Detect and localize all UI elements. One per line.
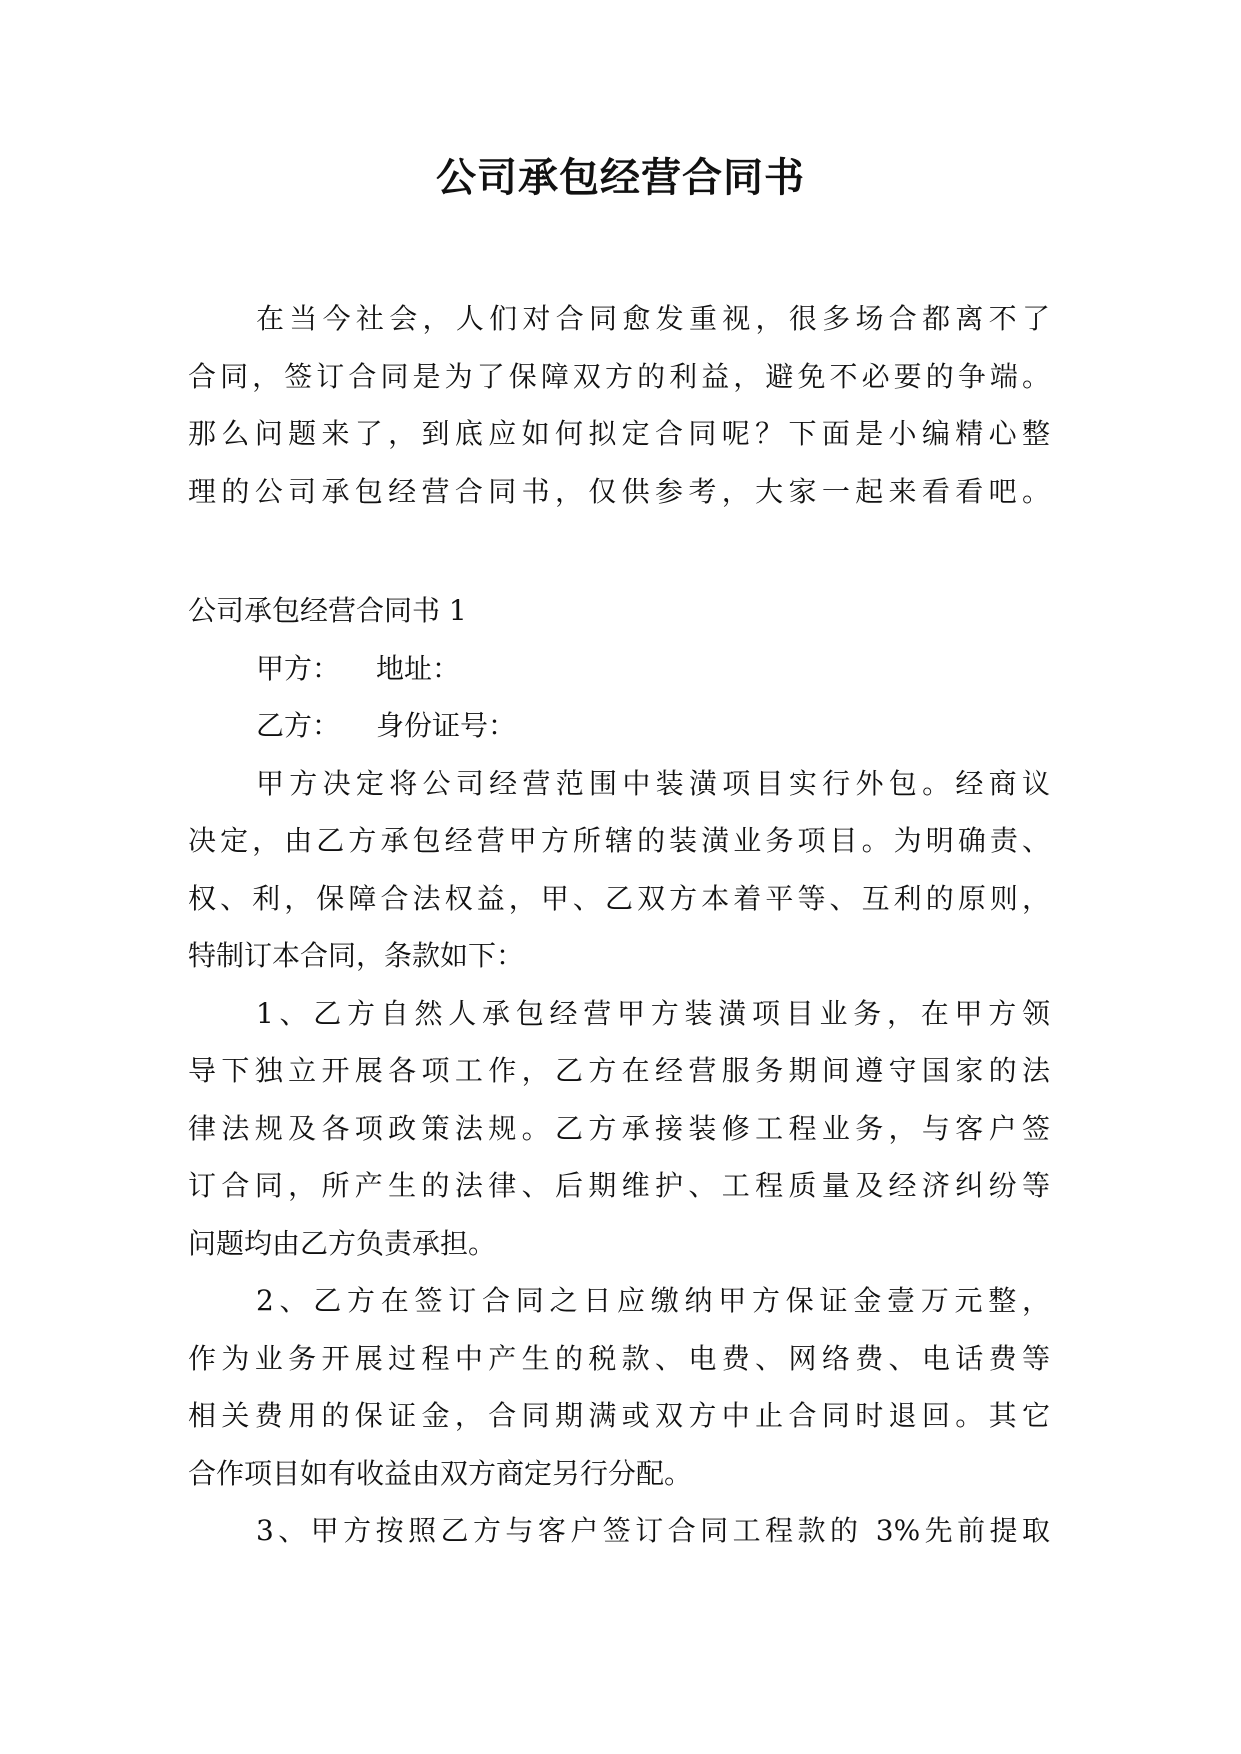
- document-title: 公司承包经营合同书: [436, 155, 805, 201]
- party-a-address-label: 地址：: [376, 651, 461, 685]
- text-line: 决定，由乙方承包经营甲方所辖的装潢业务项目。为明确责、: [188, 824, 1050, 857]
- text-line: 1、乙方自然人承包经营甲方装潢项目业务，在甲方领: [256, 996, 1050, 1030]
- text-line: 律法规及各项政策法规。乙方承接装修工程业务，与客户签: [188, 1111, 1050, 1145]
- clause-3-paragraph: [188, 1502, 1050, 1560]
- party-a-label: 甲方：: [256, 651, 341, 685]
- intro-paragraph: [188, 290, 1050, 520]
- text-line: 特制订本合同，条款如下：: [188, 939, 525, 972]
- text-line: 甲方决定将公司经营范围中装潢项目实行外包。经商议: [256, 766, 1050, 800]
- text-line: 导下独立开展各项工作，乙方在经营服务期间遵守国家的法: [188, 1054, 1050, 1087]
- text-line: 合作项目如有收益由双方商定另行分配。: [188, 1456, 693, 1490]
- party-b-label: 乙方：: [256, 709, 341, 742]
- clause-2-paragraph: [188, 1272, 1050, 1502]
- text-line: 3、甲方按照乙方与客户签订合同工程款的 3%先前提取: [256, 1514, 1050, 1547]
- text-line: 权、利，保障合法权益，甲、乙双方本着平等、互利的原则，: [188, 881, 1050, 915]
- text-line: 合同，签订合同是为了保障双方的利益，避免不必要的争端。: [188, 359, 1050, 393]
- preamble-paragraph: [188, 755, 1050, 985]
- text-line: 理的公司承包经营合同书，仅供参考，大家一起来看看吧。: [188, 474, 1050, 508]
- text-line: 订合同，所产生的法律、后期维护、工程质量及经济纠纷等: [188, 1169, 1050, 1202]
- text-line: 在当今社会，人们对合同愈发重视，很多场合都离不了: [256, 302, 1050, 335]
- section-title: 公司承包经营合同书 1: [188, 594, 467, 627]
- party-b-line: [188, 697, 1050, 755]
- text-line: 2、乙方在签订合同之日应缴纳甲方保证金壹万元整，: [256, 1284, 1050, 1317]
- paragraph-gap: [188, 520, 1050, 582]
- document-body: [188, 290, 1050, 1560]
- party-a-line: [188, 640, 1050, 698]
- text-line: 问题均由乙方负责承担。: [188, 1226, 497, 1260]
- text-line: 相关费用的保证金，合同期满或双方中止合同时退回。其它: [188, 1399, 1050, 1432]
- clause-1-paragraph: [188, 985, 1050, 1273]
- text-line: 作为业务开展过程中产生的税款、电费、网络费、电话费等: [188, 1341, 1050, 1375]
- text-line: 那么问题来了，到底应如何拟定合同呢？下面是小编精心整: [188, 417, 1050, 450]
- party-b-id-label: 身份证号：: [376, 709, 517, 742]
